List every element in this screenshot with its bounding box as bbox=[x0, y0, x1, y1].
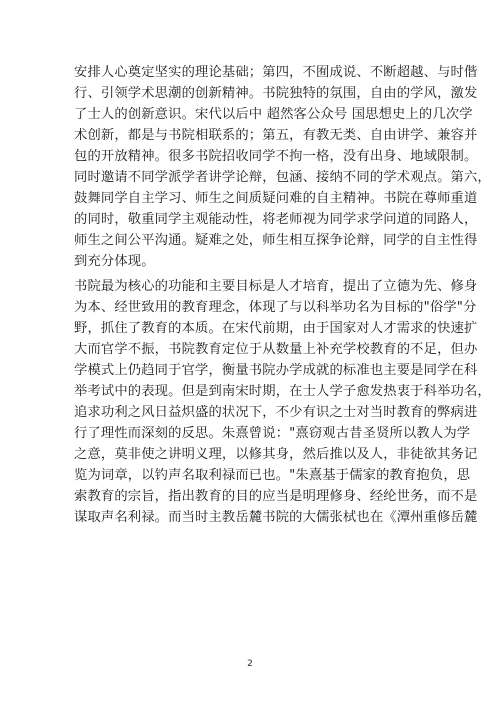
text-line: 览为词章，以钓声名取利禄而已也。"朱熹基于儒家的教育抱负，思 bbox=[74, 468, 471, 483]
text-line: 的同时，敬重同学主观能动性，将老师视为同学求学问道的同路人， bbox=[74, 212, 478, 227]
text-line: 包的开放精神。很多书院招收同学不拘一格，没有出身、地域限制。 bbox=[74, 149, 478, 164]
text-line: 安排人心奠定坚实的理论基础；第四，不囿成说、不断超越、与时偕 bbox=[74, 65, 478, 80]
text-line: 追求功利之风日益炽盛的状况下，不少有识之士对当时教育的弊病进 bbox=[74, 405, 478, 420]
text-line: 行了理性而深刻的反思。朱熹曾说："熹窃观古昔圣贤所以教人为学 bbox=[74, 426, 471, 441]
text-line: 索教育的宗旨，指出教育的目的应当是明理修身、经纶世务，而不是 bbox=[74, 489, 478, 504]
text-line: 了士人的创新意识。宋代以后中 超然客公众号 国思想史上的几次学 bbox=[74, 107, 473, 122]
body-text bbox=[74, 62, 491, 528]
text-line: 野，抓住了教育的本质。在宋代前期，由于国家对人才需求的快速扩 bbox=[74, 321, 478, 336]
paragraph-1 bbox=[74, 62, 491, 272]
text-line: 术创新，都是与书院相联系的；第五，有教无类、自由讲学、兼容并 bbox=[74, 128, 478, 143]
text-line: 到充分体现。 bbox=[74, 254, 155, 269]
text-line: 为本、经世致用的教育理念，体现了与以科举功名为目标的"俗学"分 bbox=[74, 300, 477, 315]
text-line: 谋取声名利禄。而当时主教岳麓书院的大儒张栻也在《潭州重修岳麓 bbox=[74, 510, 478, 525]
page-number: 2 bbox=[247, 659, 253, 669]
text-line: 书院最为核心的功能和主要目标是人才培育，提出了立德为先、修身 bbox=[74, 279, 478, 294]
paragraph-2 bbox=[74, 276, 491, 528]
text-line: 鼓舞同学自主学习、师生之间质疑问难的自主精神。书院在尊师重道 bbox=[74, 191, 478, 206]
text-line: 行、引领学术思潮的创新精神。书院独特的氛围，自由的学风，激发 bbox=[74, 86, 478, 101]
text-line: 之意，莫非使之讲明义理，以修其身，然后推以及人，非徒欲其务记 bbox=[74, 447, 478, 462]
text-line: 师生之间公平沟通。疑难之处，师生相互探争论辩，同学的自主性得 bbox=[74, 233, 478, 248]
text-line: 举考试中的表现。但是到南宋时期，在士人学子愈发热衷于科举功名， bbox=[74, 384, 491, 399]
text-line: 大而官学不振，书院教育定位于从数量上补充学校教育的不足，但办 bbox=[74, 342, 478, 357]
text-line: 同时邀请不同学派学者讲学论辩，包涵、接纳不同的学术观点。第六， bbox=[74, 170, 491, 185]
text-line: 学模式上仍趋同于官学，衡量书院办学成就的标准也主要是同学在科 bbox=[74, 363, 478, 378]
